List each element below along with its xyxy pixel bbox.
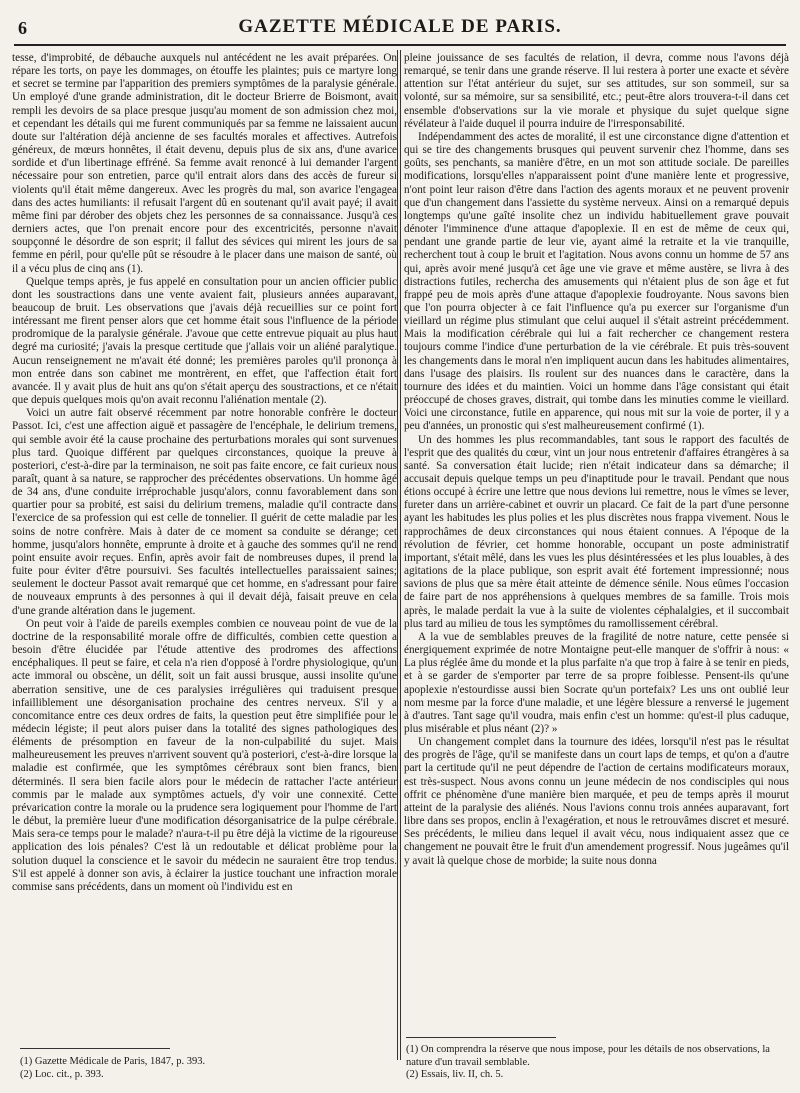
left-paragraph-3: Voici un autre fait observé récemment par notre honorable confrère le docteur Passot. Ici, c'est une affection aiguë et passagère de l'encéphale, le delirium tremens, qui semble avoir été la cause prochaine des perturbations morales qui sont survenues plus tard. Quoique différent par quelques circonstances, quoique la preuve à posteriori, c'est-à-dire par la terminaison, ne soit pas faite encore, ce fait curieux nous paraît, quant à sa nature, se rapprocher des précédentes observations. Un homme âgé de 34 ans, d'une conduite irréprochable jusqu'alors, connu favorablement dans son quartier pour sa probité, est saisi du delirium tremens, maladie qu'il contracte dans l'exercice de sa profession qui est celle de tonnelier. Il guérit de cette maladie par les soins de notre confrère. Mais à dater de ce moment sa conduite se dérange; cet homme, jusqu'alors honnête, emprunte à droite et à gauche des sommes qu'il ne rend point ensuite avoir reçues. Enfin, après avoir fait de nombreuses dupes, il prend la fuite pour éviter d'être poursuivi. Ses facultés intellectuelles paraissaient saines; seulement le docteur Passot avait remarqué que cet homme, en s'adressant pour faire de nouveaux emprunts à des personnes à qui il devait déjà, faisait preuve en cela d'une grande altération dans le jugement. <box>12 407 397 617</box>
column-divider-secondary <box>400 50 401 1060</box>
footnote-rule-left <box>20 1048 170 1049</box>
footnote-left-2: (2) Loc. cit., p. 393. <box>20 1068 104 1080</box>
left-paragraph-4: On peut voir à l'aide de pareils exemples combien ce nouveau point de vue de la doctrine de la responsabilité morale offre de difficultés, combien cette question a besoin d'être élucidée par l'étude attentive des prodromes des affections encéphaliques. Il peut se faire, et cela n'a rien d'opposé à l'ordre physiologique, qu'un acte immoral ou obscène, un délit, soit un fait aussi brusque, aussi insolite qu'une aberration sensitive, une de ces paralysies irrégulières qui traduisent presque infailliblement une désorganisation prochaine des centres nerveux. S'il y a concomitance entre ces deux ordres de faits, la question peut être simplifiée pour le médecin légiste; il peut alors puiser dans la totalité des signes pathologiques des éléments de présomption en faveur de la non-culpabilité du sujet. Mais malheureusement les preuves n'arrivent souvent qu'à posteriori, c'est-à-dire lorsque la maladie est confirmée, que les symptômes cérébraux sont bien francs, bien déterminés. Il sera bien facile alors pour le médecin de rattacher l'acte antérieur commis par le malade aux symptômes actuels, d'y voir une connexité. Cette prévarication contre la morale ou la prudence sera logiquement pour l'homme de l'art le début, la première lueur d'une modification désorganisatrice de la pulpe cérébrale. Mais sera-ce temps pour le malade? n'aura-t-il pu être déjà la victime de la rigoureuse application des lois pénales? C'est là un redoutable et délicat problème pour la solution duquel la conscience et le savoir du médecin ne sauraient être trop tendus. S'il est appelé à donner son avis, à éclairer la justice touchant une infraction morale commise sans précédents, dans un moment où l'individu est en <box>12 617 397 893</box>
right-paragraph-5: Un changement complet dans la tournure des idées, lorsqu'il n'est pas le résultat des progrès de l'âge, qu'il se manifeste dans un court laps de temps, et qu'on a d'autre part la certitude qu'il ne peut dépendre de l'action de certains modificateurs moraux, est très-suspect. Nous avons connu un jeune médecin de nos condisciples qui nous offrit ce phénomène d'une manière bien marquée, et peu de temps après il mourut atteint de la paralysie des aliénés. Nous l'avions connu trois années auparavant, fort libre dans ses propos, enclin à l'exagération, et nous le retrouvâmes discret et mesuré. Ses précédents, le milieu dans lequel il avait vécu, nous indiquaient assez que ce changement ne pouvait être le fruit d'un amendement progressif. Nous jugeâmes qu'il y avait là quelque chose de morbide; la suite nous donna <box>404 736 789 867</box>
left-column <box>12 52 397 1042</box>
footnote-rule-right <box>406 1037 556 1038</box>
running-title: GAZETTE MÉDICALE DE PARIS. <box>238 16 562 37</box>
right-column <box>404 52 789 1042</box>
page-header <box>14 8 786 46</box>
footnote-left-1: (1) Gazette Médicale de Paris, 1847, p. 393. <box>20 1056 206 1067</box>
left-paragraph-1: tesse, d'improbité, de débauche auxquels nul antécédent ne les avait préparées. On répare les torts, on paye les dommages, on étouffe les plaintes; puis ce martyre long et secret se termine par l'apparition des premiers symptômes de la paralysie générale. Un employé d'une grande administration, dit le docteur Brierre de Boismont, avait rempli les devoirs de sa place presque jusqu'au moment de son admission chez moi, et cependant les détails qui me furent communiqués par sa femme ne laissaient aucun doute sur l'altération déjà ancienne de ses facultés morales et affectives. Autrefois généreux, de mœurs honnêtes, il était devenu, depuis plus de six ans, d'une avarice sordide et d'un libertinage effréné. Sa femme avait renoncé à lui demander l'argent nécessaire pour son entretien, parce qu'il entrait alors dans des accès de fureur si violents qu'il était même dangereux. Avec les progrès du mal, son avarice l'engagea dans des actes humiliants: il refusait l'argent dû en soutenant qu'il avait payé; il avait même fini par dérober des objets chez les personnes de sa connaissance. Jusqu'à ces derniers actes, que l'on prenait encore pour des excentricités, personne n'avait soupçonné le désordre de son esprit; il fallut des sévices qui mirent les jours de sa femme en péril, pour qu'elle pût se résoudre à le placer dans une maison de santé, où il a vécu plus de cinq ans (1). <box>12 52 397 275</box>
left-paragraph-2: Quelque temps après, je fus appelé en consultation pour un ancien officier public dont les soustractions dans une vente avaient fait, plusieurs années auparavant, beaucoup de bruit. Les observations que j'avais déjà recueillies sur ce point fort intéressant me firent penser alors que cet homme était sous l'influence de la période prodromique de la paralysie générale. J'avoue que cette entrevue piquait au plus haut degré ma curiosité; j'avais la presque certitude que j'allais voir un aliéné paralytique. Aucun renseignement ne m'avait été donné; les premières paroles qu'il prononça à mon entrée dans son cabinet me montrèrent, en effet, que l'affection était fort avancée. Il y avait plus de huit ans qu'on s'était aperçu des soustractions, et ce n'était que depuis quelques mois qu'on avait reconnu l'aliénation mentale (2). <box>12 275 397 407</box>
footnotes-left <box>20 1056 405 1081</box>
right-paragraph-2: Indépendamment des actes de moralité, il est une circonstance digne d'attention et qui se tire des changements brusques qui peuvent survenir chez l'homme, dans ses goûts, ses penchants, sa manière d'être, en un mot son attitude sociale. De pareilles modifications, lorsqu'elles n'apparaissent point d'une manière lente et progressive, n'ont point leur raison d'être dans l'action des agents moraux et ne peuvent provenir que d'un changement dans l'assiette du système nerveux. Ainsi on a remarqué depuis longtemps qu'une gaîté insolite chez un individu habituellement grave pouvait dénoter l'imminence d'une attaque d'apoplexie. Il en est de même de ceux qui, pendant une grande partie de leur vie, ayant aimé la retraite et la vie tranquille, recherchent tout à coup le bruit et l'agitation. Nous avons connu un homme de 57 ans qui, après avoir mené jusqu'à cet âge une vie grave et même austère, se livra à des distractions futiles, rechercha des amusements qui n'étaient plus de son âge et fut frappé peu de mois après d'une attaque d'apoplexie foudroyante. Nous savons bien que l'on pourra objecter à ce fait l'influence qu'a pu exercer sur l'organisme d'un vieillard un régime plus stimulant que celui auquel il s'était astreint précédemment. Mais la modification cérébrale qui lui a fait rechercher ce changement restera toujours comme l'indice d'une perturbation de la vie cérébrale. Et puis très-souvent les changements dans le moral n'en impliquent aucun dans les habitudes alimentaires, dans l'usage des plaisirs. Ils roulent sur des nuances dans le caractère, dans la tournure des idées et du maintien. Voici un homme dans l'âge consistant qui était préoccupé de choses graves, distrait, qui tombe dans les minuties comme le vieillard. Voici une circonstance, futile en apparence, qui nous mit sur la voie de porter, il y a peu d'années, un pronostic qui s'est malheureusement confirmé (1). <box>404 130 789 433</box>
footnotes-right <box>406 1044 791 1082</box>
right-paragraph-4: A la vue de semblables preuves de la fragilité de notre nature, cette pensée si énergiquement exprimée de notre Montaigne peut-elle manquer de s'offrir à nous: « La plus réglée âme du monde et la plus parfaite n'a que trop à faire à se tenir en pieds, et à se garder de s'emporter par terre de sa propre foiblesse. Pensent-ils qu'une apoplexie n'estourdisse aussi bien Socrate qu'un portefaix? Les uns ont oublié leur nom mesme par la force d'une maladie, et une légère blessure a renversé le jugement à d'autres. Tant sage qu'il voudra, mais enfin c'est un homme: qu'est-il plus caduque, plus misérable et plus néant (2)? » <box>404 630 789 735</box>
footnote-right-2: (2) Essais, liv. II, ch. 5. <box>406 1069 504 1080</box>
footnote-right-1: (1) On comprendra la réserve que nous impose, pour les détails de nos observations, la nature d'un travail semblable. <box>406 1044 770 1068</box>
right-paragraph-1: pleine jouissance de ses facultés de relation, il devra, comme nous l'avons déjà remarqué, se tenir dans une grande réserve. Il lui restera à porter une exacte et sévère attention sur l'état antérieur du sujet, sur ses attitudes, sur son sommeil, sur sa volonté, sur sa mémoire, sur sa sensibilité, etc.; peut-être alors trouvera-t-il dans cet ensemble d'observations sur la vie morale et physique du sujet quelque signe révélateur à l'aide duquel il pourra induire de l'irresponsabilité. <box>404 52 789 130</box>
page-number: 6 <box>18 18 27 38</box>
right-paragraph-3: Un des hommes les plus recommandables, tant sous le rapport des facultés de l'esprit que des qualités du cœur, vint un jour nous entretenir d'affaires étrangères à sa santé. Sa conversation était lucide; rien n'était indicateur dans sa démarche; il accusait depuis quelque temps un peu d'inaptitude pour le travail. Pendant que nous étions occupé à écrire une lettre que nous devions lui remettre, nous le vîmes se lever, fureter dans un arrière-cabinet et ouvrir un placard. Ce fait de la part d'une personne ayant les habitudes les plus polies et les plus discrètes nous frappa vivement. Nous le rapprochâmes de deux circonstances qui nous étaient connues. A l'époque de la révolution de février, cet homme honorable, occupant un poste administratif important, s'était mêlé, dans les vues les plus désintéressées et les plus louables, à des agitations de la place publique, son esprit avait été fortement impressionné; nous savions de plus que sa mère était atteinte de démence sénile. Nous eûmes l'occasion de faire part de nos appréhensions à quelques membres de sa famille. Trois mois après, le malade perdait la vue à la suite de violentes céphalalgies, et il succombait plus tard au milieu de tous les symptômes du ramollissement cérébral. <box>404 433 789 630</box>
column-divider <box>397 50 398 1060</box>
